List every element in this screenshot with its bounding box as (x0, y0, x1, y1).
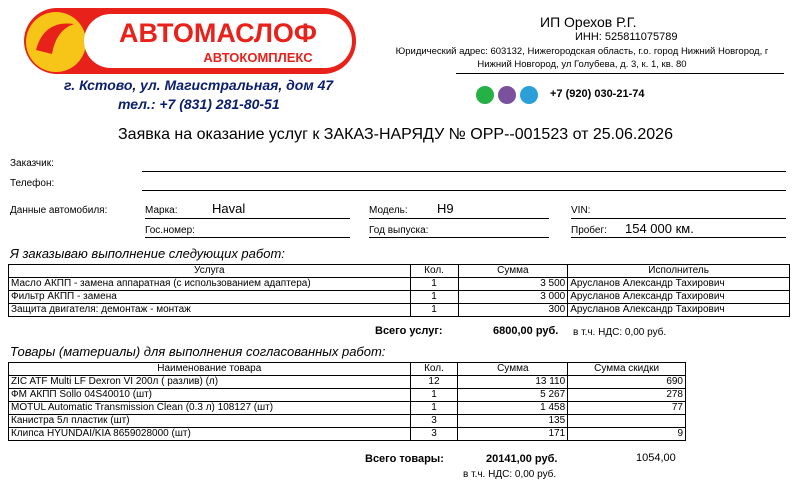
goods-total: 20141,00 руб. (486, 453, 558, 465)
goods-discount: 9 (568, 428, 686, 441)
telegram-icon (520, 86, 538, 104)
col-qty: Кол. (410, 265, 458, 278)
viber-icon (498, 86, 516, 104)
goods-qty: 12 (410, 376, 458, 389)
table-row (9, 428, 686, 441)
service-name: Масло АКПП - замена аппаратная (с использованием адаптера) (9, 278, 411, 291)
col-sum: Сумма (458, 265, 568, 278)
service-worker: Арусланов Александр Тахирович (568, 278, 790, 291)
vehicle-label: Данные автомобиля: (10, 205, 108, 216)
company-logo (22, 6, 358, 76)
brand-line (145, 218, 350, 219)
brand-value: Haval (212, 201, 246, 216)
goods-discount: 278 (568, 389, 686, 402)
goods-sum: 1 458 (458, 402, 568, 415)
service-sum: 300 (458, 304, 568, 317)
goods-sum: 135 (458, 415, 568, 428)
service-qty: 1 (410, 304, 458, 317)
model-label: Модель: (369, 205, 408, 216)
goods-qty: 3 (410, 415, 458, 428)
table-row (9, 389, 686, 402)
services-table (8, 264, 790, 317)
service-worker: Арусланов Александр Тахирович (568, 304, 790, 317)
ip-name: ИП Орехов Р.Г. (540, 14, 637, 30)
col-goods-sum: Сумма (458, 363, 568, 376)
ip-legal-address: Юридический адрес: 603132, Нижегородская область, г.о. город Нижний Новгород, г Нижний Новгород, ул Голубева, д. 3, к. 1, кв. 80 (395, 46, 769, 70)
goods-sum: 5 267 (458, 389, 568, 402)
goods-total-label: Всего товары: (365, 453, 444, 465)
goods-qty: 3 (410, 428, 458, 441)
service-qty: 1 (410, 291, 458, 304)
ip-inn: ИНН: 525811075789 (575, 31, 678, 43)
col-goods-qty: Кол. (410, 363, 458, 376)
goods-heading: Товары (материалы) для выполнения согласованных работ: (10, 344, 386, 359)
plate-label: Гос.номер: (145, 225, 195, 236)
goods-qty: 1 (410, 402, 458, 415)
customer-line (142, 171, 786, 172)
services-total: 6800,00 руб. (493, 325, 559, 337)
phone-line (142, 190, 786, 191)
services-total-label: Всего услуг: (375, 325, 443, 337)
plate-line (145, 237, 350, 238)
brand-label: Марка: (145, 205, 178, 216)
goods-discount (568, 415, 686, 428)
table-row (9, 376, 686, 389)
goods-name: ФМ АКПП Sollo 04S40010 (шт) (9, 389, 411, 402)
service-sum: 3 000 (458, 291, 568, 304)
service-name: Фильтр АКПП - замена (9, 291, 411, 304)
mileage-value: 154 000 км. (625, 221, 694, 236)
phone-label: Телефон: (10, 178, 55, 189)
messenger-icons (476, 86, 542, 104)
model-value: H9 (437, 201, 454, 216)
table-row (9, 304, 790, 317)
goods-vat: в т.ч. НДС: 0,00 руб. (463, 469, 557, 480)
vin-line (571, 218, 786, 219)
col-goods-name: Наименование товара (9, 363, 411, 376)
mileage-line (571, 237, 786, 238)
goods-sum: 13 110 (458, 376, 568, 389)
goods-discount-total: 1054,00 (636, 452, 676, 464)
service-worker: Арусланов Александр Тахирович (568, 291, 790, 304)
goods-name: Клипса HYUNDAI/KIA 8659028000 (шт) (9, 428, 411, 441)
customer-label: Заказчик: (10, 158, 54, 169)
goods-name: ZIC ATF Multi LF Dexron VI 200л ( разлив) (л) (9, 376, 411, 389)
table-row (9, 415, 686, 428)
vin-label: VIN: (571, 205, 591, 216)
svg-text:АВТОКОМПЛЕКС: АВТОКОМПЛЕКС (203, 50, 313, 65)
year-line (369, 237, 549, 238)
col-worker: Исполнитель (568, 265, 790, 278)
services-header-row (9, 265, 790, 278)
services-vat: в т.ч. НДС: 0,00 руб. (573, 327, 667, 338)
table-row (9, 278, 790, 291)
svg-text:АВТОМАСЛОФ: АВТОМАСЛОФ (119, 18, 317, 48)
goods-sum: 171 (458, 428, 568, 441)
table-row (9, 291, 790, 304)
service-qty: 1 (410, 278, 458, 291)
header-divider (456, 73, 784, 74)
goods-discount: 690 (568, 376, 686, 389)
whatsapp-icon (476, 86, 494, 104)
services-heading: Я заказываю выполнение следующих работ: (10, 246, 285, 261)
service-name: Защита двигателя: демонтаж - монтаж (9, 304, 411, 317)
year-label: Год выпуска: (369, 225, 429, 236)
goods-name: MOTUL Automatic Transmission Clean (0.3 л) 108127 (шт) (9, 402, 411, 415)
goods-qty: 1 (410, 389, 458, 402)
document-title: Заявка на оказание услуг к ЗАКАЗ-НАРЯДУ № ОРР--001523 от 25.06.2026 (118, 126, 673, 143)
company-address: г. Кстово, ул. Магистральная, дом 47 (64, 77, 334, 93)
company-phone: тел.: +7 (831) 281-80-51 (118, 96, 280, 112)
col-goods-discount: Сумма скидки (568, 363, 686, 376)
goods-table (8, 362, 686, 441)
goods-name: Канистра 5л пластик (шт) (9, 415, 411, 428)
goods-discount: 77 (568, 402, 686, 415)
messenger-phone: +7 (920) 030-21-74 (550, 88, 645, 100)
service-sum: 3 500 (458, 278, 568, 291)
goods-header-row (9, 363, 686, 376)
col-service: Услуга (9, 265, 411, 278)
table-row (9, 402, 686, 415)
mileage-label: Пробег: (571, 225, 607, 236)
model-line (369, 218, 549, 219)
